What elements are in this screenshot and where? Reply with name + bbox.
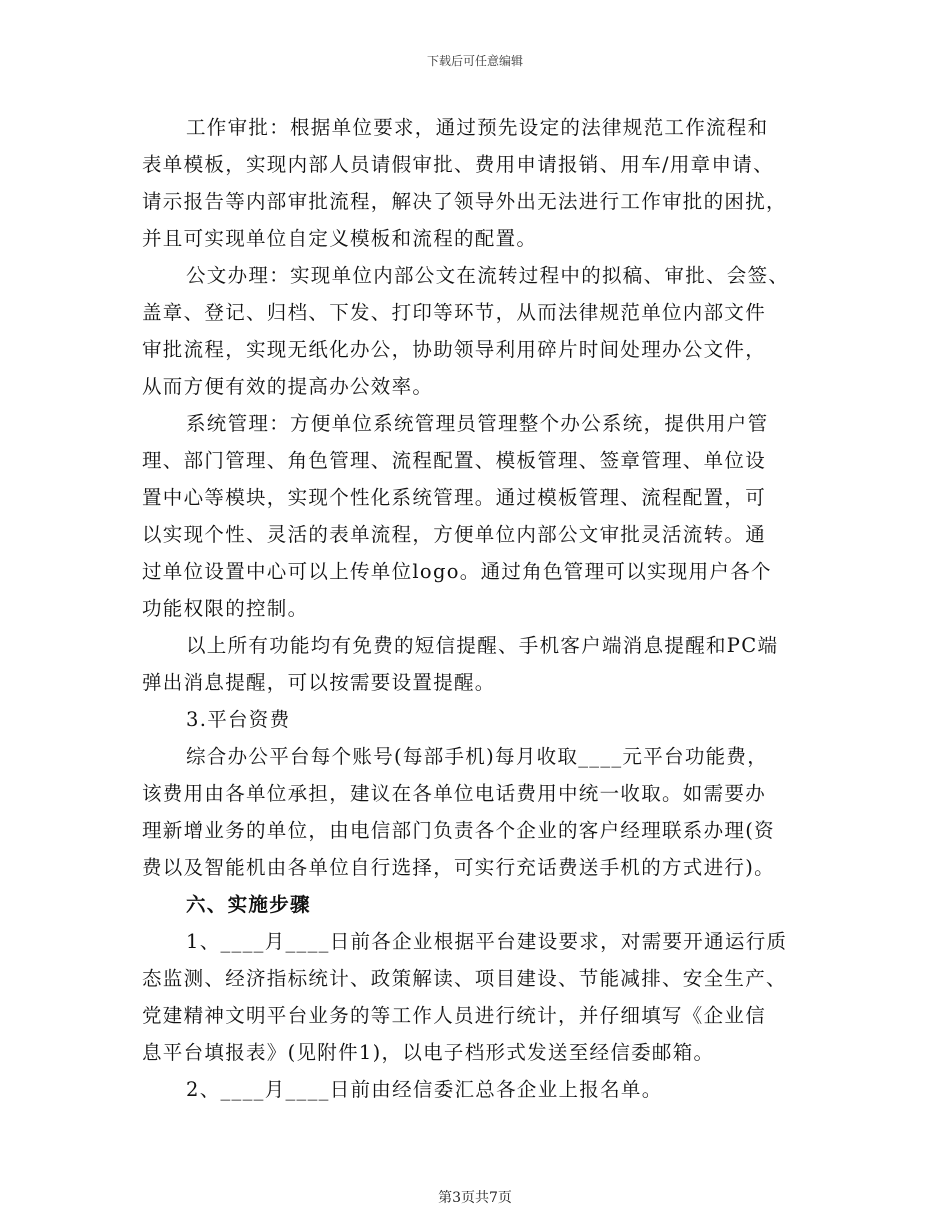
text-line: 费以及智能机由各单位自行选择，可实行充话费送手机的方式进行)。 xyxy=(142,856,775,879)
text-line: 请示报告等内部审批流程，解决了领导外出无法进行工作审批的困扰， xyxy=(142,190,787,213)
text-line: 从而方便有效的提高办公效率。 xyxy=(142,375,434,398)
text-line: 党建精神文明平台业务的等工作人员进行统计，并仔细填写《企业信 xyxy=(142,1004,767,1027)
text-line: 2、____月____日前由经信委汇总各企业上报名单。 xyxy=(186,1078,663,1101)
paragraph-platform-fee xyxy=(142,738,812,886)
text-line: 以上所有功能均有免费的短信提醒、手机客户端消息提醒和PC端 xyxy=(186,634,779,657)
text-line: 系统管理：方便单位系统管理员管理整个办公系统，提供用户管 xyxy=(186,412,769,435)
text-line: 息平台填报表》(见附件1)，以电子档形式发送至经信委邮箱。 xyxy=(142,1041,715,1064)
paragraph-document-handling xyxy=(142,257,812,405)
paragraph-work-approval xyxy=(142,109,812,257)
text-line: 该费用由各单位承担，建议在各单位电话费用中统一收取。如需要办 xyxy=(142,782,767,805)
paragraph-step-1 xyxy=(142,923,812,1071)
paragraph-system-management xyxy=(142,405,812,627)
document-body xyxy=(142,109,812,1108)
text-line: 理新增业务的单位，由电信部门负责各个企业的客户经理联系办理(资 xyxy=(142,819,775,842)
text-line: 公文办理：实现单位内部公文在流转过程中的拟稿、审批、会签、 xyxy=(186,264,790,287)
text-line: 审批流程，实现无纸化办公，协助领导利用碎片时间处理办公文件， xyxy=(142,338,767,361)
page-header: 下载后可任意编辑 xyxy=(426,54,523,68)
text-line: 以实现个性、灵活的表单流程，方便单位内部公文审批灵活流转。通 xyxy=(142,523,767,546)
text-line: 并且可实现单位自定义模板和流程的配置。 xyxy=(142,227,538,250)
text-line: 态监测、经济指标统计、政策解读、项目建设、节能减排、安全生产、 xyxy=(142,967,787,990)
text-line: 表单模板，实现内部人员请假审批、费用申请报销、用车/用章申请、 xyxy=(142,153,774,176)
text-line: 功能权限的控制。 xyxy=(142,597,309,620)
paragraph-reminders xyxy=(142,627,812,701)
page-footer: 第3页共7页 xyxy=(438,1190,512,1206)
section-heading-platform-fee xyxy=(142,701,812,738)
text-line: 过单位设置中心可以上传单位logo。通过角色管理可以实现用户各个 xyxy=(142,560,772,583)
text-line: 工作审批：根据单位要求，通过预先设定的法律规范工作流程和 xyxy=(186,116,769,139)
text-line: 六、实施步骤 xyxy=(186,893,311,916)
paragraph-step-2 xyxy=(142,1071,812,1108)
text-line: 盖章、登记、归档、下发、打印等环节，从而法律规范单位内部文件 xyxy=(142,301,767,324)
text-line: 综合办公平台每个账号(每部手机)每月收取____元平台功能费， xyxy=(186,745,769,768)
section-heading-implementation xyxy=(142,886,812,923)
text-line: 3.平台资费 xyxy=(186,708,291,731)
text-line: 置中心等模块，实现个性化系统管理。通过模板管理、流程配置，可 xyxy=(142,486,767,509)
text-line: 理、部门管理、角色管理、流程配置、模板管理、签章管理、单位设 xyxy=(142,449,767,472)
text-line: 1、____月____日前各企业根据平台建设要求，对需要开通运行质 xyxy=(186,930,788,953)
text-line: 弹出消息提醒，可以按需要设置提醒。 xyxy=(142,671,496,694)
